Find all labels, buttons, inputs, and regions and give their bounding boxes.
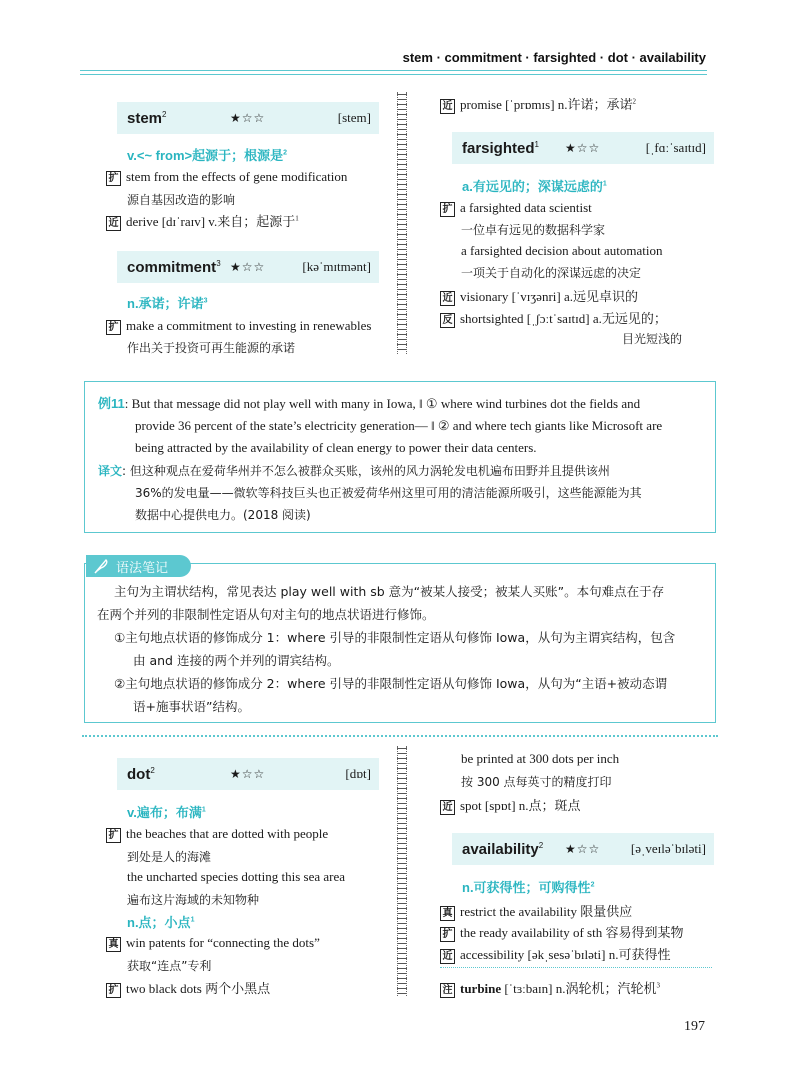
column-divider bbox=[397, 746, 407, 996]
header-rule bbox=[80, 70, 707, 75]
list-item: 扩 stem from the effects of gene modification bbox=[106, 169, 347, 186]
example-translation: 译文: 但这种观点在爱荷华州并不怎么被群众买账，该州的风力涡轮发电机遍布田野并且提供该州 bbox=[98, 464, 610, 478]
frequency-stars: ★☆☆ bbox=[565, 140, 601, 155]
list-item: 近 promise [ˈprɒmɪs] n.许诺；承诺$^2$ bbox=[440, 94, 636, 114]
list-item: 扩 the beaches that are dotted with people bbox=[106, 826, 328, 843]
headword-box-stem bbox=[117, 102, 379, 134]
phonetic: [kəˈmɪtmənt] bbox=[302, 259, 371, 274]
list-item: be printed at 300 dots per inch bbox=[461, 751, 620, 766]
list-item: 近 accessibility [əkˌsesəˈbɪləti] n.可获得性 bbox=[440, 944, 670, 964]
part-of-speech: n.承诺；许诺$^3$ bbox=[127, 296, 208, 311]
list-item: 真 win patents for “connecting the dots” bbox=[106, 935, 320, 952]
list-item: 扩 the ready availability of sth 容易得到某物 bbox=[440, 922, 683, 942]
example-sentence: 例11: But that message did not play well with many in Iowa, ‖ ① where wind turbines dot the fields and bbox=[98, 396, 641, 411]
translation: 目光短浅的 bbox=[622, 332, 683, 346]
phonetic: [dɒt] bbox=[345, 766, 371, 781]
part-of-speech: n.点；小点$^1$ bbox=[127, 915, 195, 930]
list-item: 反 shortsighted [ˌʃɔːtˈsaɪtɪd] a.无远见的； bbox=[440, 308, 667, 328]
translation: 一位卓有远见的数据科学家 bbox=[461, 223, 606, 237]
part-of-speech: n.可获得性；可购得性$^2$ bbox=[462, 880, 595, 895]
phonetic: [ˌfɑːˈsaɪtɪd] bbox=[645, 140, 706, 155]
grammar-notes-tag: 语法笔记 bbox=[86, 555, 191, 577]
translation: 源自基因改造的影响 bbox=[127, 193, 236, 207]
section-divider bbox=[82, 735, 718, 737]
column-divider bbox=[397, 92, 407, 354]
translation: 遍布这片海域的未知物种 bbox=[127, 893, 260, 907]
grammar-text: 语+施事状语”结构。 bbox=[133, 699, 250, 714]
list-item: a farsighted decision about automation bbox=[461, 243, 663, 258]
headword-box-availability bbox=[452, 833, 714, 865]
translation: 到处是人的海滩 bbox=[127, 850, 212, 864]
part-of-speech: a.有远见的；深谋远虑的$^1$ bbox=[462, 179, 607, 194]
translation: 作出关于投资可再生能源的承诺 bbox=[127, 341, 296, 355]
grammar-text: 在两个并列的非限制性定语从句对主句的地点状语进行修饰。 bbox=[97, 607, 435, 622]
quill-icon bbox=[92, 557, 110, 575]
list-item: 扩 make a commitment to investing in renewables bbox=[106, 318, 372, 335]
translation: 获取“连点”专利 bbox=[127, 959, 212, 973]
grammar-text: ②主句地点状语的修饰成分 2：where 引导的非限制性定语从句修饰 Iowa，从句为“主语+被动态谓 bbox=[114, 676, 668, 691]
grammar-text: ①主句地点状语的修饰成分 1：where 引导的非限制性定语从句修饰 Iowa，从句为主谓宾结构，包含 bbox=[114, 630, 676, 645]
list-item: 扩 a farsighted data scientist bbox=[440, 200, 592, 217]
example-translation: 36%的发电量——微软等科技巨头也正被爱荷华州这里可用的清洁能源所吸引，这些能源能为其 bbox=[135, 486, 642, 500]
page-number: 197 bbox=[684, 1019, 705, 1034]
running-header: stem · commitment · farsighted · dot · availability bbox=[402, 50, 706, 65]
footnote: 注 turbine [ˈtɜːbaɪn] n.涡轮机；汽轮机$^3$ bbox=[440, 978, 660, 998]
headword: farsighted$^1$ bbox=[462, 139, 539, 157]
frequency-stars: ★☆☆ bbox=[230, 110, 266, 125]
translation: 按 300 点每英寸的精度打印 bbox=[461, 775, 612, 789]
grammar-text: 由 and 连接的两个并列的谓宾结构。 bbox=[133, 653, 340, 668]
headword-box-dot bbox=[117, 758, 379, 790]
part-of-speech: v.遍布；布满$^1$ bbox=[127, 805, 206, 820]
frequency-stars: ★☆☆ bbox=[565, 841, 601, 856]
headword-box-commitment bbox=[117, 251, 379, 283]
example-sentence: provide 36 percent of the state’s electricity generation— ‖ ② and where tech giants like Microsoft are bbox=[135, 418, 663, 433]
list-item: 扩 two black dots 两个小黑点 bbox=[106, 978, 270, 998]
phonetic: [əˌveɪləˈbɪləti] bbox=[630, 841, 706, 856]
translation: 一项关于自动化的深谋远虑的决定 bbox=[461, 266, 642, 280]
headword: availability$^2$ bbox=[462, 840, 544, 858]
example-translation: 数据中心提供电力。(2018 阅读) bbox=[135, 508, 311, 522]
list-item: 近 derive [dɪˈraɪv] v.来自；起源于$^1$ bbox=[106, 211, 299, 231]
list-item: the uncharted species dotting this sea area bbox=[127, 869, 346, 884]
frequency-stars: ★☆☆ bbox=[230, 766, 266, 781]
list-item: 近 visionary [ˈvɪʒənri] a.远见卓识的 bbox=[440, 286, 638, 306]
list-item: 真 restrict the availability 限量供应 bbox=[440, 901, 632, 921]
headword: commitment$^3$ bbox=[127, 258, 221, 276]
grammar-text: 主句为主谓状结构，常见表达 play well with sb 意为“被某人接受；被某人买账”。本句难点在于存 bbox=[114, 584, 665, 599]
example-sentence: being attracted by the availability of clean energy to power their data centers. bbox=[135, 440, 537, 455]
list-item: 近 spot [spɒt] n.点；斑点 bbox=[440, 795, 581, 815]
part-of-speech: v.<~ from>起源于；根源是$^2$ bbox=[127, 148, 288, 163]
headword: stem$^2$ bbox=[127, 109, 167, 127]
frequency-stars: ★☆☆ bbox=[230, 259, 266, 274]
phonetic: [stem] bbox=[337, 110, 371, 125]
headword: dot$^2$ bbox=[127, 765, 155, 783]
note-divider bbox=[440, 967, 712, 968]
headword-box-farsighted bbox=[452, 132, 714, 164]
